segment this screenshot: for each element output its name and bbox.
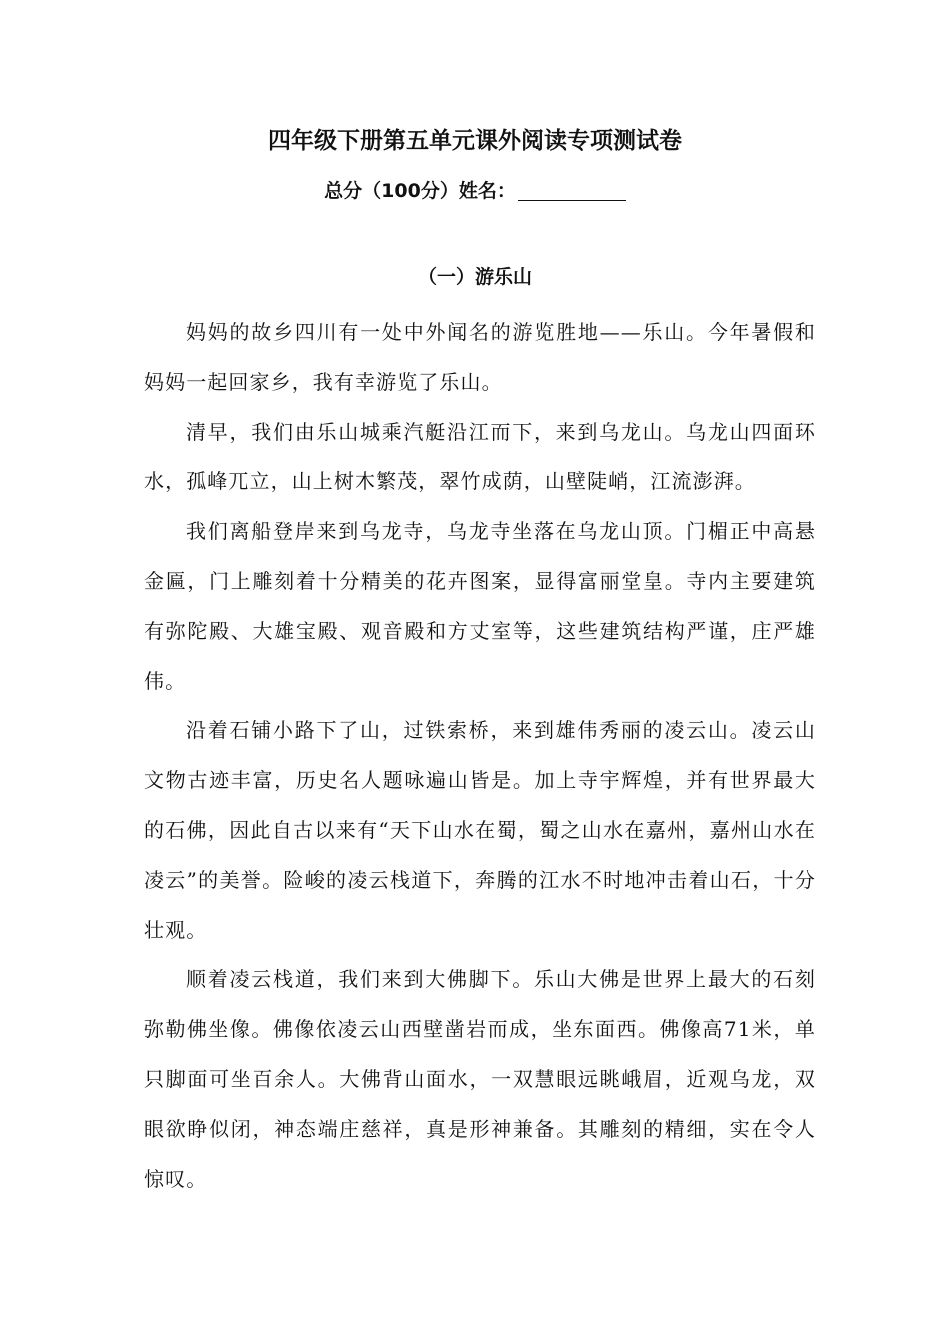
name-blank (518, 178, 626, 201)
score-name-line (0, 176, 950, 206)
page-title: 四年级下册第五单元课外阅读专项测试卷 (268, 128, 682, 154)
article-body (144, 308, 816, 1204)
paragraph-5: 顺着凌云栈道，我们来到大佛脚下。乐山大佛是世界上最大的石刻弥勒佛坐像。佛像依凌云山西壁凿岩而成，坐东面西。佛像高71米，单只脚面可坐百余人。大佛背山面水，一双慧眼远眺峨眉，近观乌龙，双眼欲睁似闭，神态端庄慈祥，真是形神兼备。其雕刻的精细，实在令人惊叹。 (144, 967, 816, 1191)
section-title: （一）游乐山 (417, 266, 532, 288)
paragraph-1: 妈妈的故乡四川有一处中外闻名的游览胜地——乐山。今年暑假和妈妈一起回家乡，我有幸游览了乐山。 (144, 320, 816, 394)
score-name-label: 总分（100分）姓名： (324, 180, 516, 202)
paragraph-4: 沿着石铺小路下了山，过铁索桥，来到雄伟秀丽的凌云山。凌云山文物古迹丰富，历史名人题咏遍山皆是。加上寺宇辉煌，并有世界最大的石佛，因此自古以来有“天下山水在蜀，蜀之山水在嘉州，嘉州山水在凌云”的美誉。险峻的凌云栈道下，奔腾的江水不时地冲击着山石，十分壮观。 (144, 718, 816, 942)
paragraph-2: 清早，我们由乐山城乘汽艇沿江而下，来到乌龙山。乌龙山四面环水，孤峰兀立，山上树木繁茂，翠竹成荫，山壁陡峭，江流澎湃。 (144, 419, 816, 494)
paragraph-3: 我们离船登岸来到乌龙寺，乌龙寺坐落在乌龙山顶。门楣正中高悬金匾，门上雕刻着十分精美的花卉图案，显得富丽堂皇。寺内主要建筑有弥陀殿、大雄宝殿、观音殿和方丈室等，这些建筑结构严谨，庄严雄伟。 (144, 519, 816, 693)
